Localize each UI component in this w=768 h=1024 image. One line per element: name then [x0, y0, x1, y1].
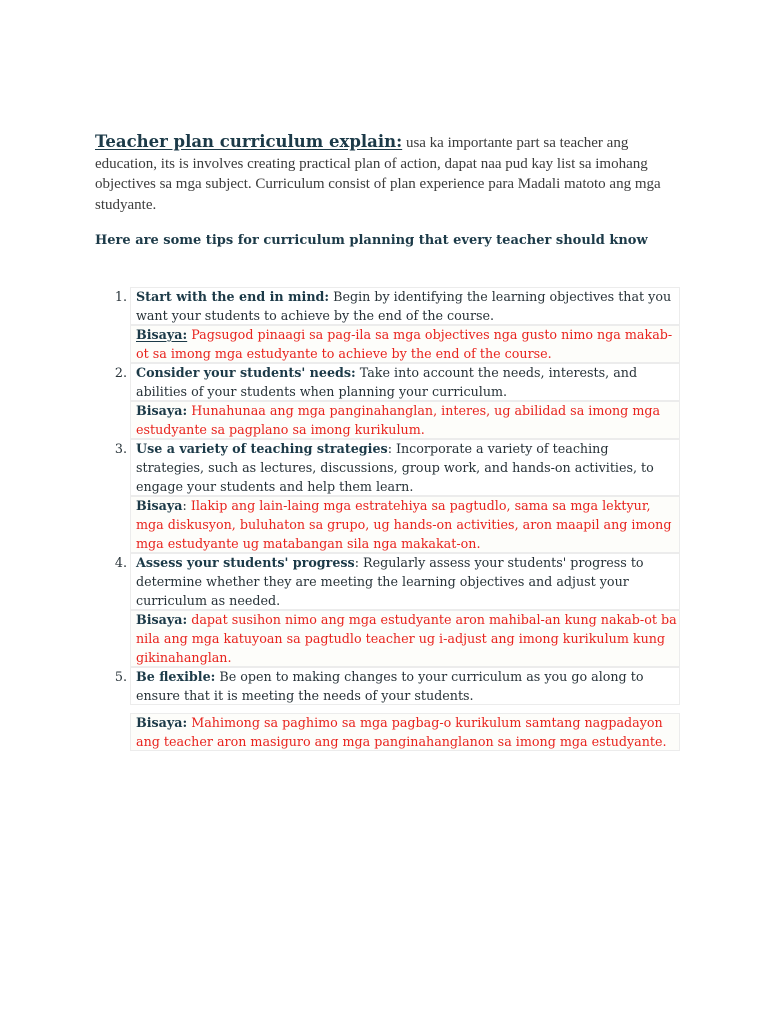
bisaya-separator: : — [182, 498, 187, 513]
tip-item — [95, 439, 680, 553]
tip-term: Be flexible: — [136, 669, 216, 684]
tip-item — [95, 287, 680, 363]
tip-term: Use a variety of teaching strategies — [136, 441, 388, 456]
tip-body — [130, 667, 680, 751]
tip-body — [130, 363, 680, 439]
intro-paragraph — [95, 132, 677, 215]
tip-number: 1. — [114, 289, 127, 304]
intro-title: Teacher plan curriculum explain: — [95, 132, 403, 151]
bisaya-translation: dapat susihon nimo ang mga estudyante aron mahibal-an kung nakab-ot ba nila ang mga katuyoan sa pagtudlo teacher ug i-adjust ang imong kurikulum kung gikinahanglan. — [136, 612, 677, 665]
bisaya-translation: Ilakip ang lain-laing mga estratehiya sa pagtudlo, sama sa mga lektyur, mga diskusyon, buluhaton sa grupo, ug hands-on activities, aron maapil ang imong mga estudyante ug matabangan sila nga makakat-on. — [136, 498, 672, 551]
bisaya-translation: Pagsugod pinaagi sa pag-ila sa mga objectives nga gusto nimo nga makab-ot sa imong mga estudyante to achieve by the end of the course. — [136, 327, 673, 361]
bisaya-label: Bisaya: — [136, 612, 188, 627]
tip-number: 5. — [114, 669, 127, 684]
tip-bisaya-paragraph — [130, 713, 680, 751]
tip-number: 4. — [114, 555, 127, 570]
tip-bisaya-paragraph — [130, 610, 680, 667]
tip-english-paragraph — [130, 439, 680, 496]
tip-number: 3. — [114, 441, 127, 456]
tips-list — [95, 287, 680, 751]
tip-description: : Regularly assess your students' progress to determine whether they are meeting the learning objectives and adjust your curriculum as needed. — [136, 555, 644, 608]
tip-body — [130, 287, 680, 363]
intro-text: usa ka importante part sa teacher ang education, its is involves creating practical plan of action, dapat naa pud kay list sa imohang objectives sa mga subject. Curriculum consist of plan experience para Madali matoto ang mga studyante. — [95, 135, 661, 213]
bisaya-label: Bisaya — [136, 498, 183, 513]
bisaya-label: Bisaya: — [136, 403, 188, 418]
bisaya-translation: Hunahunaa ang mga panginahanglan, interes, ug abilidad sa imong mga estudyante sa pagplano sa imong kurikulum. — [136, 403, 661, 437]
tip-bisaya-paragraph — [130, 401, 680, 439]
bisaya-label: Bisaya: — [136, 715, 188, 730]
tip-term: Start with the end in mind: — [136, 289, 330, 304]
tips-heading: Here are some tips for curriculum planning that every teacher should know — [95, 233, 648, 248]
tip-item — [95, 553, 680, 667]
tip-body — [130, 439, 680, 553]
tip-item — [95, 363, 680, 439]
tip-term: Consider your students' needs: — [136, 365, 356, 380]
tip-term: Assess your students' progress — [136, 555, 355, 570]
tip-description: Begin by identifying the learning objectives that you want your students to achieve by the end of the course. — [136, 289, 672, 323]
tip-description: : Incorporate a variety of teaching strategies, such as lectures, discussions, group work, and hands-on activities, to engage your students and help them learn. — [136, 441, 654, 494]
tip-description: Be open to making changes to your curriculum as you go along to ensure that it is meeting the needs of your students. — [136, 669, 644, 703]
tip-bisaya-paragraph — [130, 496, 680, 553]
tip-english-paragraph — [130, 287, 680, 325]
tip-body — [130, 553, 680, 667]
tip-item — [95, 667, 680, 751]
tip-english-paragraph — [130, 553, 680, 610]
tip-english-paragraph — [130, 667, 680, 705]
bisaya-translation: Mahimong sa paghimo sa mga pagbag-o kurikulum samtang nagpadayon ang teacher aron masiguro ang mga panginahanglanon sa imong mga estudyante. — [136, 715, 667, 749]
tip-description: Take into account the needs, interests, and abilities of your students when planning your curriculum. — [136, 365, 638, 399]
tip-number: 2. — [114, 365, 127, 380]
tip-bisaya-paragraph — [130, 325, 680, 363]
tip-english-paragraph — [130, 363, 680, 401]
bisaya-label: Bisaya: — [136, 327, 188, 342]
